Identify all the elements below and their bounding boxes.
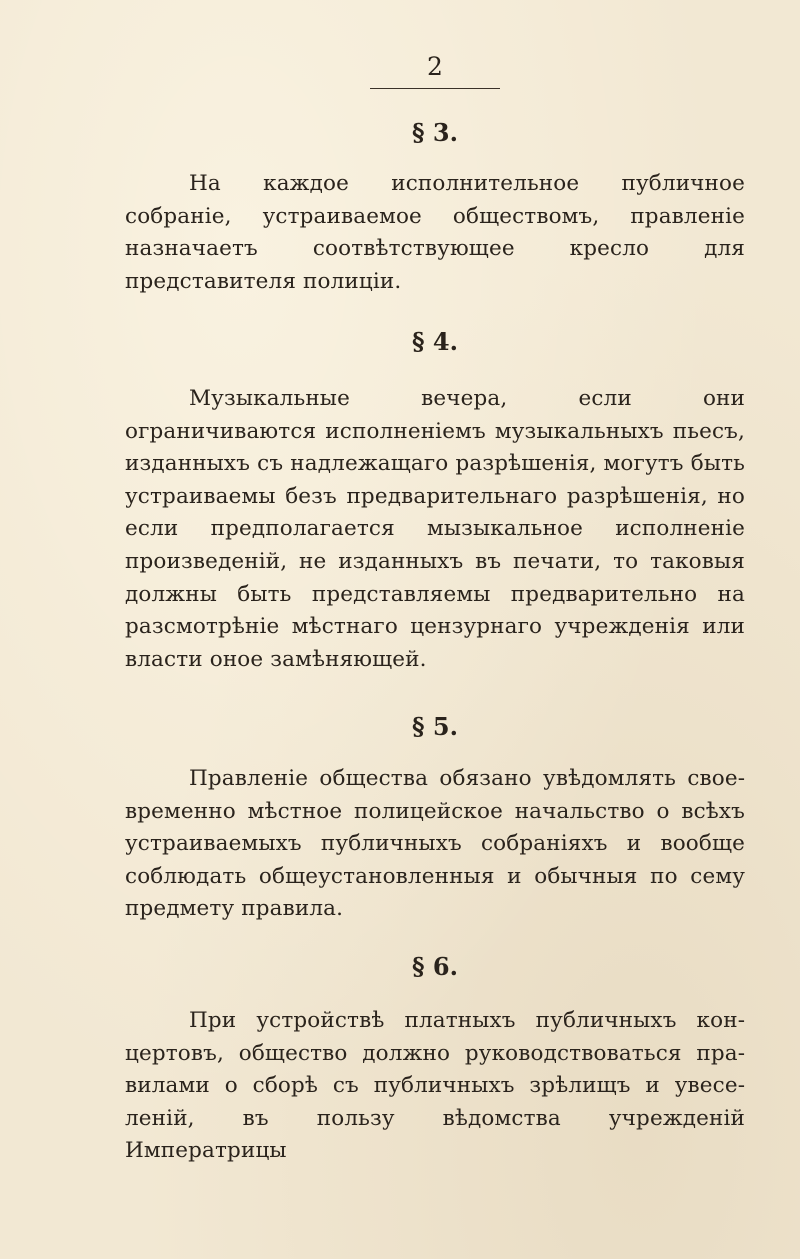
section-5-heading: § 5. <box>412 712 458 741</box>
section-4-paragraph <box>125 383 745 676</box>
section-6-paragraph <box>125 1005 745 1168</box>
section-5-paragraph <box>125 763 745 926</box>
section-5-text: Правленіе общества обязано увѣдомлять своевременно мѣстное полицейское начальство о всѣхъ устраиваемыхъ публичныхъ собраніяхъ и вообще соблюдать общеустановленныя и обычныя по сему предмету правила. <box>125 766 745 922</box>
section-6-heading: § 6. <box>412 952 458 981</box>
section-3-text: На каждое исполнительное публичное собраніе, устраиваемое обществомъ, правленіе назначаетъ соотвѣтствующее кресло для представителя полиціи. <box>125 171 745 294</box>
section-4-text: Музыкальные вечера, если они ограничиваются исполненіемъ музыкальныхъ пьесъ, изданныхъ съ надлежащаго разрѣшенія, могутъ быть устраиваемы безъ предварительнаго разрѣшенія, но если предполагается мызыкальное исполненіе произведеній, не изданныхъ въ печати, то таковыя должны быть представляемы предварительно на разсмотрѣніе мѣстнаго цензурнаго учрежденія или власти оное замѣняющей. <box>125 386 745 672</box>
header-rule <box>370 88 500 89</box>
section-3-heading: § 3. <box>412 118 458 147</box>
section-3-paragraph <box>125 168 745 298</box>
section-4-heading: § 4. <box>412 327 458 356</box>
section-6-text: При устройствѣ платныхъ публичныхъ концертовъ, общество должно руководствоваться правилами о сборѣ съ публичныхъ зрѣлищъ и увеселеній, въ пользу вѣдомства учрежденій Императрицы <box>125 1008 745 1164</box>
page-number: 2 <box>427 52 443 81</box>
